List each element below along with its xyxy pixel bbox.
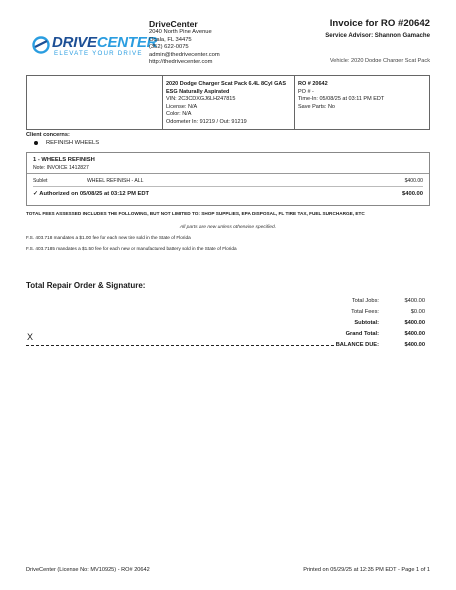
ro-po: PO # - bbox=[298, 88, 314, 95]
job-row-type: Sublet bbox=[33, 178, 48, 184]
vehicle-odometer: Odometer In: 91219 / Out: 91219 bbox=[166, 118, 247, 125]
company-website[interactable]: http://thedrivecenter.com bbox=[149, 59, 213, 66]
footer-license: DriveCenter (License No: MV10925) - RO# 20642 bbox=[26, 567, 150, 573]
vehicle-info-box bbox=[26, 75, 430, 130]
job-row-amount: $400.00 bbox=[404, 178, 423, 184]
subtotal-value: $400.00 bbox=[404, 320, 425, 326]
vehicle-details bbox=[166, 81, 286, 127]
logo-word-center: CENTER bbox=[96, 34, 158, 51]
vehicle-line-cut: Vehicle: 2020 Dodge Charger Scat Pack bbox=[329, 58, 430, 62]
ro-details bbox=[298, 81, 384, 111]
logo-tagline: ELEVATE YOUR DRIVE bbox=[54, 50, 143, 57]
job-title: 1 - WHEELS REFINISH bbox=[33, 157, 95, 163]
fees-notice: TOTAL FEES ASSESSED INCLUDES THE FOLLOWING, BUT NOT LIMITED TO: SHOP SUPPLIES, EPA DISPOSAL, FL TIRE TAX, FUEL SURCHARGE, ETC bbox=[26, 211, 365, 216]
logo-wordmark bbox=[52, 35, 157, 51]
ro-save-parts: Save Parts: No bbox=[298, 103, 335, 110]
logo-word-drive: DRIVE bbox=[52, 34, 97, 51]
vehicle-license: License: N/A bbox=[166, 103, 198, 110]
balance-due-label: BALANCE DUE: bbox=[335, 342, 379, 348]
company-logo bbox=[32, 34, 158, 62]
bullet-icon bbox=[34, 141, 38, 145]
company-address2: Ocala, FL 34475 bbox=[149, 36, 192, 43]
signature-line[interactable] bbox=[26, 345, 334, 346]
total-fees-label: Total Fees: bbox=[351, 309, 379, 315]
grand-total-label: Grand Total: bbox=[345, 331, 379, 337]
battery-fee-notice: F.S. 403.7185 mandates a $1.50 fee for each new or manufactured battery sold in the State of Florida bbox=[26, 246, 237, 251]
parts-new-notice: All parts are new unless otherwise specified. bbox=[179, 225, 277, 230]
service-advisor: Service Advisor: Shannon Gamache bbox=[325, 32, 430, 39]
company-address1: 2040 North Pine Avenue bbox=[149, 29, 212, 35]
signature-title: Total Repair Order & Signature: bbox=[26, 281, 146, 290]
ro-number: RO # 20642 bbox=[298, 81, 328, 87]
vehicle-title-1: 2020 Dodge Charger Scat Pack 6.4L 8Cyl GAS bbox=[166, 81, 287, 87]
job-authorized: ✓ Authorized on 05/08/25 at 03:12 PM EDT bbox=[33, 191, 150, 197]
company-name: DriveCenter bbox=[149, 19, 198, 29]
vehicle-color: Color: N/A bbox=[166, 111, 192, 118]
ro-time-in: Time-In: 05/08/25 at 03:11 PM EDT bbox=[298, 96, 385, 103]
job-box bbox=[26, 152, 430, 206]
tire-fee-notice: F.S. 403.718 mandates a $1.00 fee for each new tire sold in the State of Florida bbox=[26, 235, 191, 240]
job-note: Note: INVOICE 1412827 bbox=[33, 165, 89, 171]
vehicle-title-2: ESG Naturally Aspirated bbox=[166, 88, 230, 95]
total-jobs-label: Total Jobs: bbox=[351, 298, 379, 304]
total-jobs-value: $400.00 bbox=[404, 298, 425, 304]
subtotal-label: Subtotal: bbox=[354, 320, 379, 326]
client-concerns-title: Client concerns: bbox=[26, 132, 70, 138]
total-fees-value: $0.00 bbox=[410, 309, 425, 315]
client-concern-item: REFINISH WHEELS bbox=[46, 140, 100, 146]
logo-wheel-icon bbox=[32, 36, 50, 54]
company-email[interactable]: admin@thedrivecenter.com bbox=[149, 51, 220, 58]
invoice-title: Invoice for RO #20642 bbox=[329, 18, 430, 29]
company-phone: (352) 622-0075 bbox=[149, 44, 189, 51]
job-row-desc: WHEEL REFINISH - ALL bbox=[87, 178, 144, 184]
balance-due-value: $400.00 bbox=[404, 342, 425, 348]
grand-total-value: $400.00 bbox=[404, 331, 425, 337]
footer-printed: Printed on 05/29/25 at 12:35 PM EDT - Page 1 of 1 bbox=[303, 567, 430, 573]
job-authorized-total: $400.00 bbox=[402, 191, 423, 197]
signature-x-mark: X bbox=[27, 332, 34, 342]
vehicle-vin: VIN: 2C3CDXGJ6LH247815 bbox=[166, 96, 236, 103]
